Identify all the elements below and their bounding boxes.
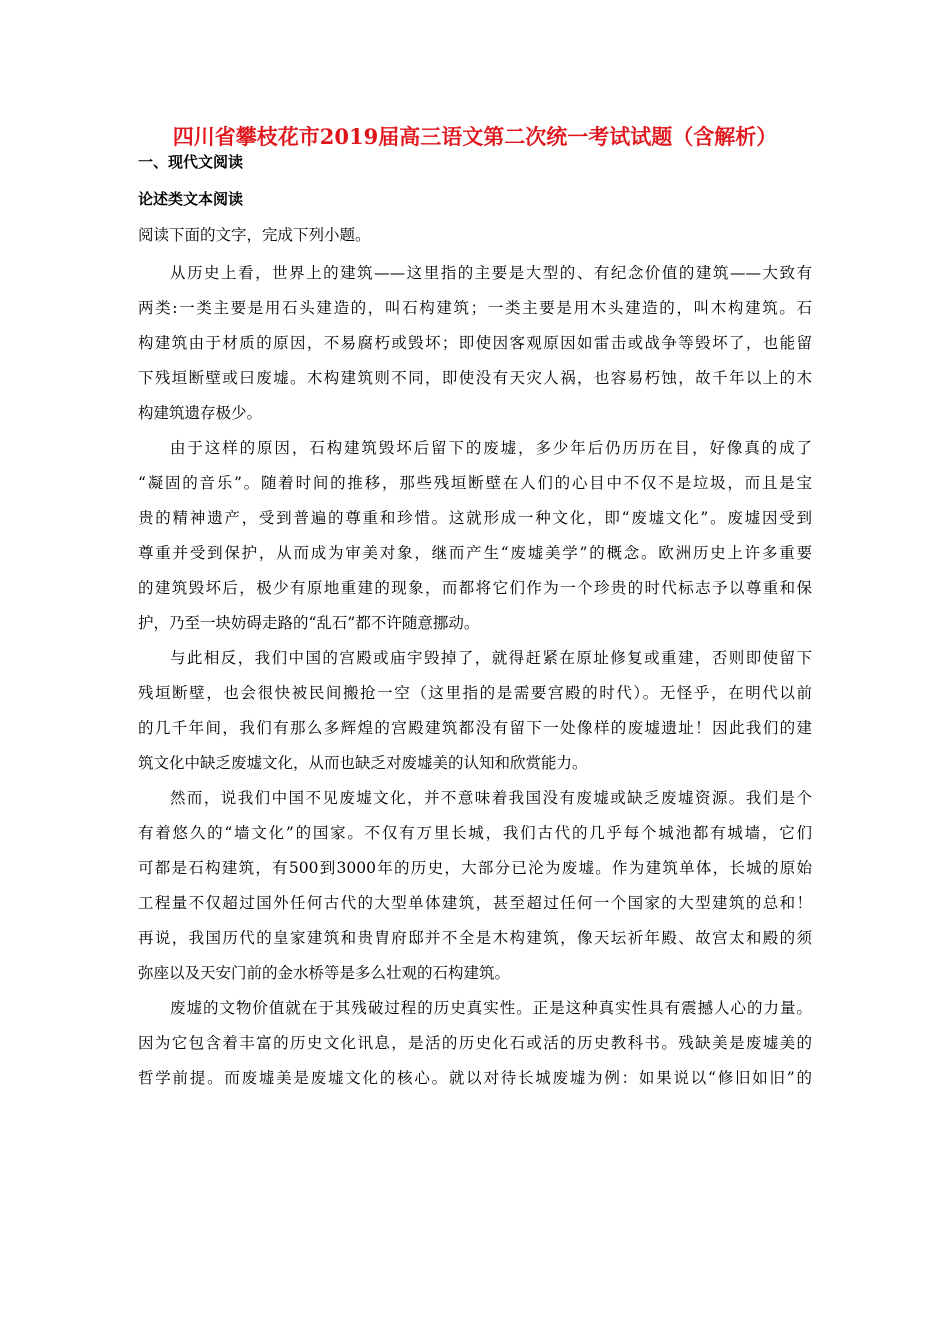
text-line: 构建筑由于材质的原因，不易腐朽或毁坏；即使因客观原因如雷击或战争等毁坏了，也能留 <box>138 334 812 352</box>
text-line: 构建筑遗存极少。 <box>138 404 263 422</box>
text-line: 再说，我国历代的皇家建筑和贵胄府邸并不全是木构建筑，像天坛祈年殿、故宫太和殿的须 <box>138 929 812 947</box>
subsection-heading: 论述类文本阅读 <box>138 190 244 208</box>
text-line: 残垣断壁，也会很快被民间搬抢一空（这里指的是需要宫殿的时代）。无怪乎，在明代以前 <box>138 684 812 702</box>
text-line: 工程量不仅超过国外任何古代的大型单体建筑，甚至超过任何一个国家的大型建筑的总和！ <box>138 894 812 912</box>
text-line: 的几千年间，我们有那么多辉煌的宫殿建筑都没有留下一处像样的废墟遗址！因此我们的建 <box>138 719 812 737</box>
reading-instruction: 阅读下面的文字，完成下列小题。 <box>138 226 371 244</box>
text-line: 贵的精神遗产，受到普遍的尊重和珍惜。这就形成一种文化，即“废墟文化”。废墟因受到 <box>138 509 812 527</box>
text-line: 废墟的文物价值就在于其残破过程的历史真实性。正是这种真实性具有震撼人心的力量。 <box>170 999 812 1017</box>
text-line: 两类:一类主要是用石头建造的，叫石构建筑；一类主要是用木头建造的，叫木构建筑。石 <box>138 299 812 317</box>
section-heading: 一、现代文阅读 <box>138 153 244 171</box>
text-line: 由于这样的原因，石构建筑毁坏后留下的废墟，多少年后仍历历在目，好像真的成了 <box>170 439 812 457</box>
text-line: “凝固的音乐”。随着时间的推移，那些残垣断壁在人们的心目中不仅不是垃圾，而且是宝 <box>138 474 812 492</box>
paragraph-1 <box>138 256 812 431</box>
text-line: 哲学前提。而废墟美是废墟文化的核心。就以对待长城废墟为例：如果说以“修旧如旧”的 <box>138 1069 812 1087</box>
text-line: 弥座以及天安门前的金水桥等是多么壮观的石构建筑。 <box>138 964 511 982</box>
article-body <box>138 256 812 1096</box>
paragraph-4 <box>138 781 812 991</box>
document-title: 四川省攀枝花市2019届高三语文第二次统一考试试题（含解析） <box>172 124 778 149</box>
text-line: 尊重并受到保护，从而成为审美对象，继而产生“废墟美学”的概念。欧洲历史上许多重要 <box>138 544 812 562</box>
text-line: 从历史上看，世界上的建筑——这里指的主要是大型的、有纪念价值的建筑——大致有 <box>170 264 812 282</box>
paragraph-2 <box>138 431 812 641</box>
text-line: 因为它包含着丰富的历史文化讯息，是活的历史化石或活的历史教科书。残缺美是废墟美的 <box>138 1034 812 1052</box>
text-line: 护，乃至一块妨碍走路的“乱石”都不许随意挪动。 <box>138 614 480 632</box>
text-line: 然而，说我们中国不见废墟文化，并不意味着我国没有废墟或缺乏废墟资源。我们是个 <box>170 789 812 807</box>
paragraph-3 <box>138 641 812 781</box>
text-line: 下残垣断壁或曰废墟。木构建筑则不同，即使没有天灾人祸，也容易朽蚀，故千年以上的木 <box>138 369 812 387</box>
text-line: 可都是石构建筑，有500到3000年的历史，大部分已沦为废墟。作为建筑单体，长城的原始 <box>138 859 812 877</box>
text-line: 有着悠久的“墙文化”的国家。不仅有万里长城，我们古代的几乎每个城池都有城墙，它们 <box>138 824 812 842</box>
paragraph-5 <box>138 991 812 1096</box>
text-line: 与此相反，我们中国的宫殿或庙宇毁掉了，就得赶紧在原址修复或重建，否则即使留下 <box>170 649 812 667</box>
text-line: 筑文化中缺乏废墟文化，从而也缺乏对废墟美的认知和欣赏能力。 <box>138 754 588 772</box>
text-line: 的建筑毁坏后，极少有原地重建的现象，而都将它们作为一个珍贵的时代标志予以尊重和保 <box>138 579 812 597</box>
